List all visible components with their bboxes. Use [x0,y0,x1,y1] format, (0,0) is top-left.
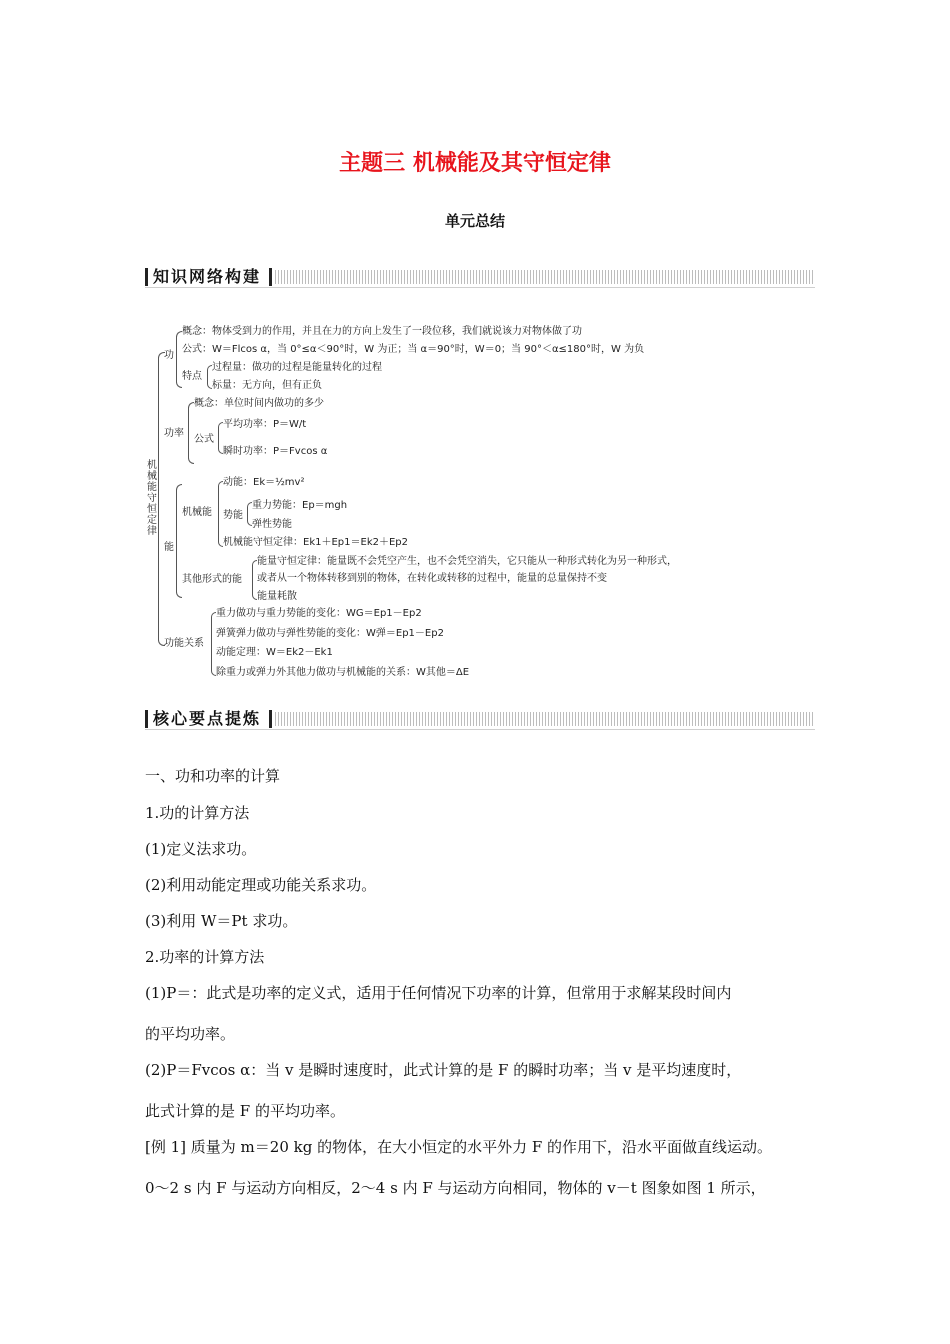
example-1-continued: 0～2 s 内 F 与运动方向相反，2～4 s 内 F 与运动方向相同，物体的 v－t 图象如图 1 所示， [145,1179,766,1197]
work-formula: 公式：W＝Flcos α，当 0°≤α＜90°时，W 为正；当 α＝90°时，W＝0；当 90°＜α≤180°时，W 为负 [182,344,645,355]
relation-other-forces: 除重力或弹力外其他力做功与机械能的关系：W其他＝ΔE [216,667,470,678]
heading-section-1: 一、功和功率的计算 [145,767,281,785]
relation-gravity: 重力做功与重力势能的变化：WG＝Ep1－Ep2 [216,608,422,619]
paragraph: (2)利用动能定理或功能关系求功。 [145,876,377,894]
mech-energy-conservation: 机械能守恒定律：Ek1＋Ep1＝Ek2＋Ep2 [223,537,408,548]
node-work: 功 [164,350,174,361]
power-brace [188,402,194,464]
work-feature-process: 过程量：做功的过程是能量转化的过程 [212,362,382,373]
banner-rule [145,729,815,730]
section-subtitle: 单元总结 [444,212,505,230]
power-formula-label: 公式 [194,434,214,445]
kinetic-energy: 动能：Ek＝½mv² [223,477,305,488]
node-work-energy-relations: 功能关系 [164,638,204,649]
power-average: 平均功率：P＝W/t [223,419,307,430]
paragraph: 的平均功率。 [145,1025,236,1043]
heading-power-methods: 2.功率的计算方法 [145,948,265,966]
node-power: 功率 [164,428,184,439]
banner-bar [145,268,148,286]
energy-dissipation: 能量耗散 [257,591,297,602]
relation-kinetic-theorem: 动能定理：W＝Ek2－Ek1 [216,647,333,658]
page-title: 主题三 机械能及其守恒定律 [339,151,611,176]
banner-hatch [275,270,815,284]
mindmap-root: 机械能守恒定律 [147,460,157,537]
potential-energy-label: 势能 [223,510,243,521]
node-mechanical-energy: 机械能 [182,507,212,518]
work-features-label: 特点 [182,371,202,382]
work-feature-scalar: 标量：无方向，但有正负 [212,380,322,391]
paragraph: 此式计算的是 F 的平均功率。 [145,1102,345,1120]
banner-label: 知识网络构建 [153,267,262,286]
paragraph: (3)利用 W＝Pt 求功。 [145,912,298,930]
example-1: [例 1] 质量为 m＝20 kg 的物体，在大小恒定的水平外力 F 的作用下，沿水平面做直线运动。 [145,1138,773,1156]
power-instant: 瞬时功率：P＝Fvcos α [223,446,328,457]
root-brace [158,352,165,646]
banner-bar [145,710,148,728]
banner-divider [269,268,272,286]
banner-hatch [275,712,815,726]
relation-spring: 弹簧弹力做功与弹性势能的变化：W弹＝Ep1－Ep2 [216,628,444,639]
energy-conservation-law-2: 或者从一个物体转移到别的物体，在转化或转移的过程中，能量的总量保持不变 [257,573,607,584]
work-concept: 概念：物体受到力的作用，并且在力的方向上发生了一段位移，我们就说该力对物体做了功 [182,326,582,337]
node-energy: 能 [164,542,174,553]
banner-label: 核心要点提炼 [153,709,262,728]
paragraph: (1)定义法求功。 [145,840,257,858]
paragraph: (2)P＝Fvcos α：当 v 是瞬时速度时，此式计算的是 F 的瞬时功率；当 v 是平均速度时， [145,1061,742,1079]
banner-divider [269,710,272,728]
banner-rule [145,287,815,288]
node-other-energy: 其他形式的能 [182,574,242,585]
elastic-potential-energy: 弹性势能 [252,519,292,530]
knowledge-network-banner [145,266,815,288]
energy-conservation-law-1: 能量守恒定律：能量既不会凭空产生，也不会凭空消失，它只能从一种形式转化为另一种形式， [257,556,677,567]
paragraph: (1)P＝：此式是功率的定义式，适用于任何情况下功率的计算，但常用于求解某段时间内 [145,984,732,1002]
heading-work-methods: 1.功的计算方法 [145,804,250,822]
power-concept: 概念：单位时间内做功的多少 [194,398,324,409]
gravity-potential-energy: 重力势能：Ep＝mgh [252,500,348,511]
core-points-banner [145,708,815,730]
